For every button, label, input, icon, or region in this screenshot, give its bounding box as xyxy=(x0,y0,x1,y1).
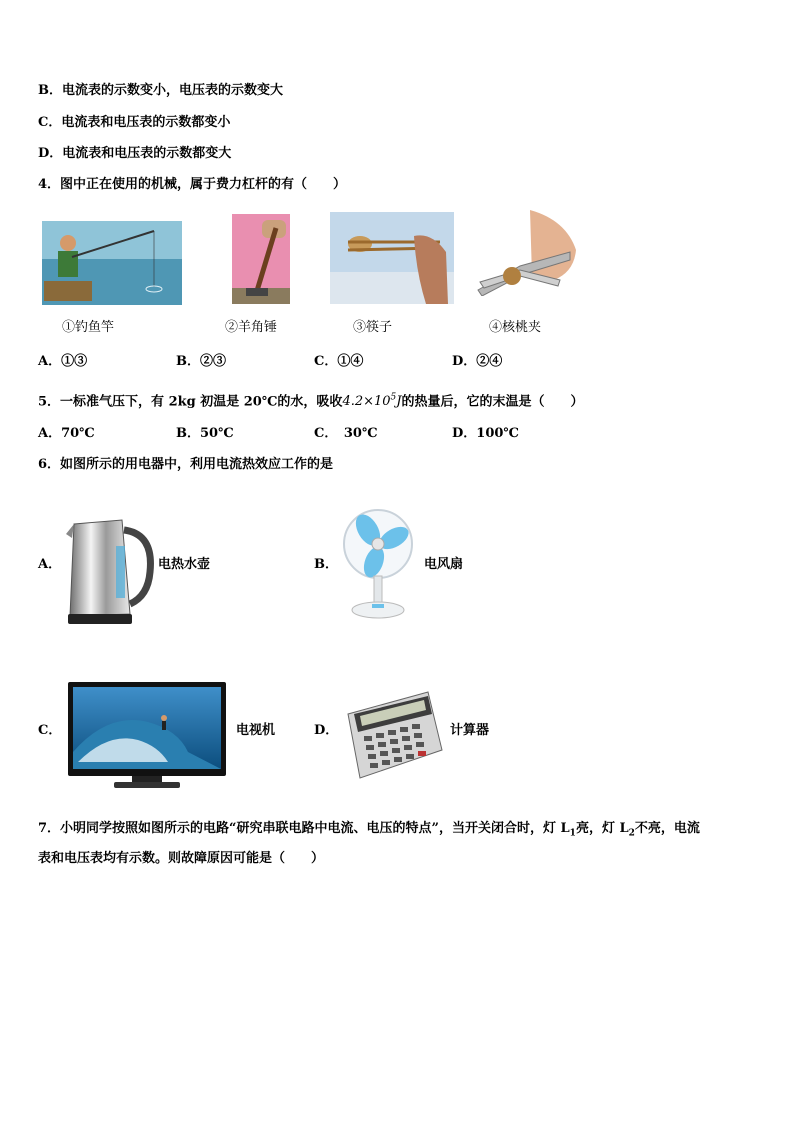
q4-option-b: B．②③ xyxy=(176,354,226,369)
q6-stem: 6．如图所示的用电器中，利用电流热效应工作的是 xyxy=(38,457,334,472)
q7-sub2: 2 xyxy=(628,828,635,839)
q4-caption-2: ②羊角锤 xyxy=(225,320,278,335)
q5-stem-pre: 5．一标准气压下，有 2kg 初温是 20℃的水，吸收 xyxy=(38,394,343,410)
calculator-image xyxy=(340,690,444,780)
q5-formula xyxy=(342,394,401,409)
claw-hammer-image xyxy=(232,214,290,304)
q4-option-a: A．①③ xyxy=(38,354,88,369)
q5-stem xyxy=(38,389,584,411)
q6-label-d: 计算器 xyxy=(450,723,490,738)
q7-stem-line1 xyxy=(38,820,700,843)
electric-kettle-image xyxy=(66,514,156,630)
q5-formula-unit: J xyxy=(396,394,402,410)
chopsticks-image xyxy=(330,212,454,304)
q6-letter-d: D． xyxy=(314,723,339,738)
q4-option-c: C．①④ xyxy=(314,354,364,369)
q3-option-b: B．电流表的示数变小，电压表的示数变大 xyxy=(38,83,283,98)
q4-caption-1: ①钓鱼竿 xyxy=(62,320,115,335)
q3-option-c: C．电流表和电压表的示数都变小 xyxy=(38,115,231,130)
fishing-rod-image xyxy=(42,221,182,305)
q3-option-d: D．电流表和电压表的示数都变大 xyxy=(38,146,232,161)
q7-stem-line2: 表和电压表均有示数。则故障原因可能是（ ） xyxy=(38,851,325,866)
q5-option-c: C． 30℃ xyxy=(314,426,378,441)
q6-label-b: 电风扇 xyxy=(424,557,464,572)
q4-stem: 4．图中正在使用的机械，属于费力杠杆的有（ ） xyxy=(38,177,347,192)
q4-caption-3: ③筷子 xyxy=(353,320,393,335)
q7-stem-b: 亮，灯 L xyxy=(575,821,629,836)
q6-letter-b: B． xyxy=(314,557,338,572)
q7-stem-c: 不亮，电流 xyxy=(634,821,700,836)
q7-sub1: 1 xyxy=(569,828,576,839)
q6-label-a: 电热水壶 xyxy=(158,557,211,572)
q4-caption-4: ④核桃夹 xyxy=(489,320,542,335)
electric-fan-image xyxy=(338,506,414,622)
television-image xyxy=(68,682,226,790)
q5-stem-post: 的热量后，它的末温是（ ） xyxy=(401,394,584,410)
q4-option-d: D．②④ xyxy=(452,354,503,369)
q6-letter-a: A． xyxy=(38,557,62,572)
q5-formula-base: 4.2×10 xyxy=(342,394,391,410)
q5-formula-exp: 5 xyxy=(390,393,397,403)
q5-option-b: B．50℃ xyxy=(176,426,234,441)
q5-option-a: A．70℃ xyxy=(38,426,95,441)
q6-letter-c: C． xyxy=(38,723,62,738)
q5-option-d: D．100℃ xyxy=(452,426,519,441)
q7-stem-a: 7．小明同学按照如图所示的电路“研究串联电路中电流、电压的特点”，当开关闭合时，灯 L xyxy=(38,821,570,836)
q6-label-c: 电视机 xyxy=(236,723,276,738)
nutcracker-image xyxy=(470,210,582,296)
